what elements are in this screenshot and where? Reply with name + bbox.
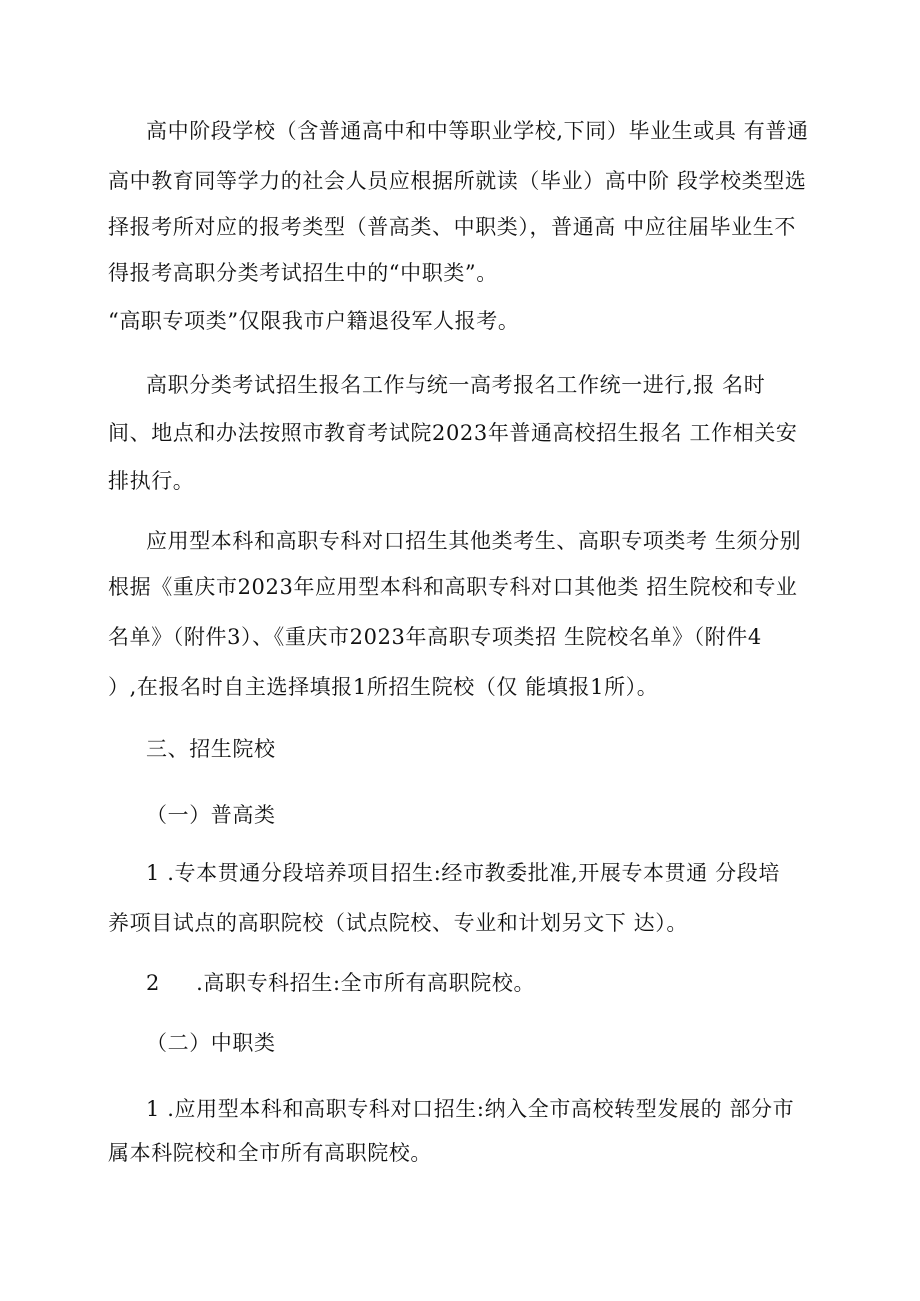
paragraph-line: 高职分类考试招生报名工作与统一高考报名工作统一进行,报 名时 (146, 373, 766, 397)
paragraph-line: 高中阶段学校（含普通高中和中等职业学校,下同）毕业生或具 有普通 (146, 119, 809, 143)
paragraph-line: 名单》（附件3）、《重庆市2023年高职专项类招 生院校名单》（附件4 (108, 625, 762, 649)
paragraph-line: 2 .高职专科招生:全市所有高职院校。 (146, 971, 536, 995)
paragraph-line: 排执行。 (108, 469, 195, 493)
paragraph-line: 得报考高职分类考试招生中的“中职类”。 (108, 261, 498, 285)
paragraph-line: 根据《重庆市2023年应用型本科和高职专科对口其他类 招生院校和专业 (108, 575, 798, 599)
paragraph-line: ）,在报名时自主选择填报1所招生院校（仅 能填报1所）。 (108, 675, 659, 699)
paragraph-line: 择报考所对应的报考类型（普高类、中职类），普通高 中应往届毕业生不 (108, 215, 796, 239)
paragraph-line: 高中教育同等学力的社会人员应根据所就读（毕业）高中阶 段学校类型选 (108, 169, 807, 193)
paragraph-line: 养项目试点的高职院校（试点院校、专业和计划另文下 达）。 (108, 911, 688, 935)
paragraph-line: 1 .应用型本科和高职专科对口招生:纳入全市高校转型发展的 部分市 (146, 1097, 795, 1121)
paragraph-line: 属本科院校和全市所有高职院校。 (108, 1141, 432, 1165)
subsection-heading: （二）中职类 (146, 1031, 276, 1055)
section-heading: 三、招生院校 (146, 737, 276, 761)
paragraph-line: “高职专项类”仅限我市户籍退役军人报考。 (108, 309, 520, 333)
paragraph-line: 间、地点和办法按照市教育考试院2023年普通高校招生报名 工作相关安 (108, 421, 798, 445)
subsection-heading: （一）普高类 (146, 803, 276, 827)
paragraph-line: 1 .专本贯通分段培养项目招生:经市教委批准,开展专本贯通 分段培 (146, 861, 780, 885)
paragraph-line: 应用型本科和高职专科对口招生其他类考生、高职专项类考 生须分别 (146, 529, 802, 553)
